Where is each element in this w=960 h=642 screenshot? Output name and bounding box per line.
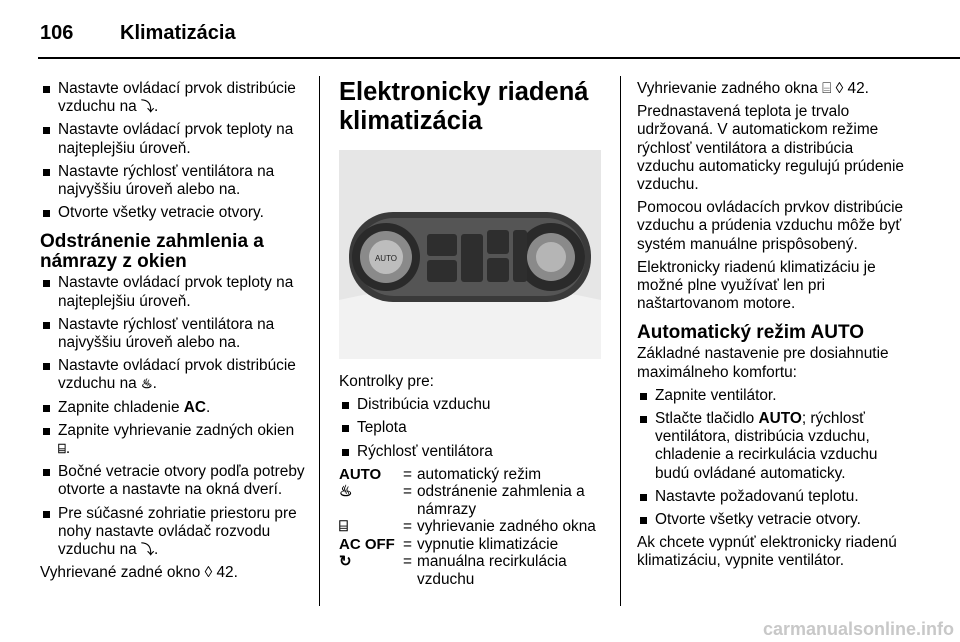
- list-item: Zapnite chladenie AC.: [40, 399, 308, 417]
- header-rule: [38, 57, 960, 59]
- section-heading: Automatický režim AUTO: [637, 322, 864, 344]
- page-header: [0, 0, 960, 60]
- indicator-legend: AUTO = automatický režim ♨ = odstránenie zahmlenia a námrazy ⌸ = vyhrievanie zadného okna AC OFF = vypnutie klimatizácie ↻ = manuálna recirkulácia vzduchu: [339, 465, 596, 588]
- list-item: Bočné vetracie otvory podľa potreby otvorte a nastavte na okná dverí.: [40, 463, 308, 499]
- list-item: Nastavte ovládací prvok distribúcie vzduchu na ⤵.: [40, 80, 308, 116]
- list-item: Nastavte rýchlosť ventilátora na najvyššiu úroveň alebo na.: [40, 316, 308, 352]
- legend-key-ac-off: AC OFF: [339, 535, 395, 553]
- defrost-max-icon: ♨: [339, 483, 353, 501]
- paragraph: Elektronicky riadenú klimatizáciu je možné plne využívať len pri naštartovanom motore.: [637, 258, 876, 313]
- section-title: Elektronicky riadená klimatizácia: [339, 78, 589, 135]
- paragraph: Kontrolky pre:: [339, 373, 434, 390]
- list-item: Distribúcia vzduchu: [339, 396, 609, 414]
- list-item: Zapnite vyhrievanie zadných okien ⌸.: [40, 422, 308, 458]
- page-ref-icon: ◊: [204, 564, 213, 582]
- list-item: Rýchlosť ventilátora: [339, 443, 609, 461]
- column-1: [40, 80, 308, 587]
- paragraph: Prednastavená teplota je trvalo udržovaná. V automatickom režime rýchlosť ventilátora a distribúcia vzduchu automaticky regulujú prúdenie vzduchu.: [637, 103, 904, 194]
- rear-window-heating-icon: ⌸: [339, 518, 349, 536]
- list-item: Zapnite ventilátor.: [637, 387, 905, 405]
- climate-panel-illustration: [339, 150, 601, 359]
- list-item: Otvorte všetky vetracie otvory.: [40, 204, 308, 222]
- paragraph: Základné nastavenie pre dosiahnutie maximálneho komfortu:: [637, 345, 889, 381]
- paragraph: Vyhrievané zadné okno ◊ 42.: [40, 564, 238, 582]
- paragraph: Ak chcete vypnúť elektronicky riadenú klimatizáciu, vypnite ventilátor.: [637, 534, 897, 570]
- column-3: [637, 80, 905, 576]
- list-item: Otvorte všetky vetracie otvory.: [637, 511, 905, 529]
- list-item: Nastavte ovládací prvok teploty na najteplejšiu úroveň.: [40, 121, 308, 157]
- feet-defrost-icon: ⤵: [141, 542, 155, 558]
- rear-window-heating-icon: ⌸: [822, 80, 832, 97]
- list-item: Teplota: [339, 419, 609, 437]
- column-divider-2: [620, 76, 621, 606]
- recirculation-icon: ↻: [339, 553, 352, 571]
- page-ref-icon: ◊: [835, 80, 844, 97]
- list-item: Nastavte požadovanú teplotu.: [637, 488, 905, 506]
- column-divider-1: [319, 76, 320, 606]
- list-item: Nastavte ovládací prvok teploty na najteplejšiu úroveň.: [40, 274, 308, 310]
- watermark: carmanualsonline.info: [762, 619, 954, 639]
- page-number: 106: [40, 22, 74, 44]
- windscreen-defrost-icon: ♨: [141, 376, 153, 392]
- list-item: Pre súčasné zohriatie priestoru pre nohy nastavte ovládač rozvodu vzduchu na ⤵.: [40, 505, 308, 560]
- page-title: Klimatizácia: [120, 22, 236, 44]
- paragraph: Vyhrievanie zadného okna ⌸ ◊ 42.: [637, 80, 869, 97]
- rear-window-heating-icon: ⌸: [58, 441, 66, 457]
- legend-key-auto: AUTO: [339, 465, 382, 483]
- section-heading: Odstránenie zahmlenia a námrazy z okien: [40, 231, 264, 273]
- list-item: Stlačte tlačidlo AUTO; rýchlosť ventilátora, distribúcia vzduchu, chladenie a recirkulácia vzduchu budú ovládané automaticky.: [637, 410, 905, 483]
- svg-text:AUTO: AUTO: [374, 254, 398, 263]
- column-2: [339, 78, 609, 588]
- feet-airflow-icon: ⤵: [141, 99, 155, 115]
- list-item: Nastavte ovládací prvok distribúcie vzduchu na ♨.: [40, 357, 308, 393]
- paragraph: Pomocou ovládacích prvkov distribúcie vzduchu a prúdenia vzduchu môže byť systém manuálne prispôsobený.: [637, 199, 904, 253]
- climate-panel-photo: [339, 150, 601, 359]
- list-item: Nastavte rýchlosť ventilátora na najvyššiu úroveň alebo na.: [40, 163, 308, 199]
